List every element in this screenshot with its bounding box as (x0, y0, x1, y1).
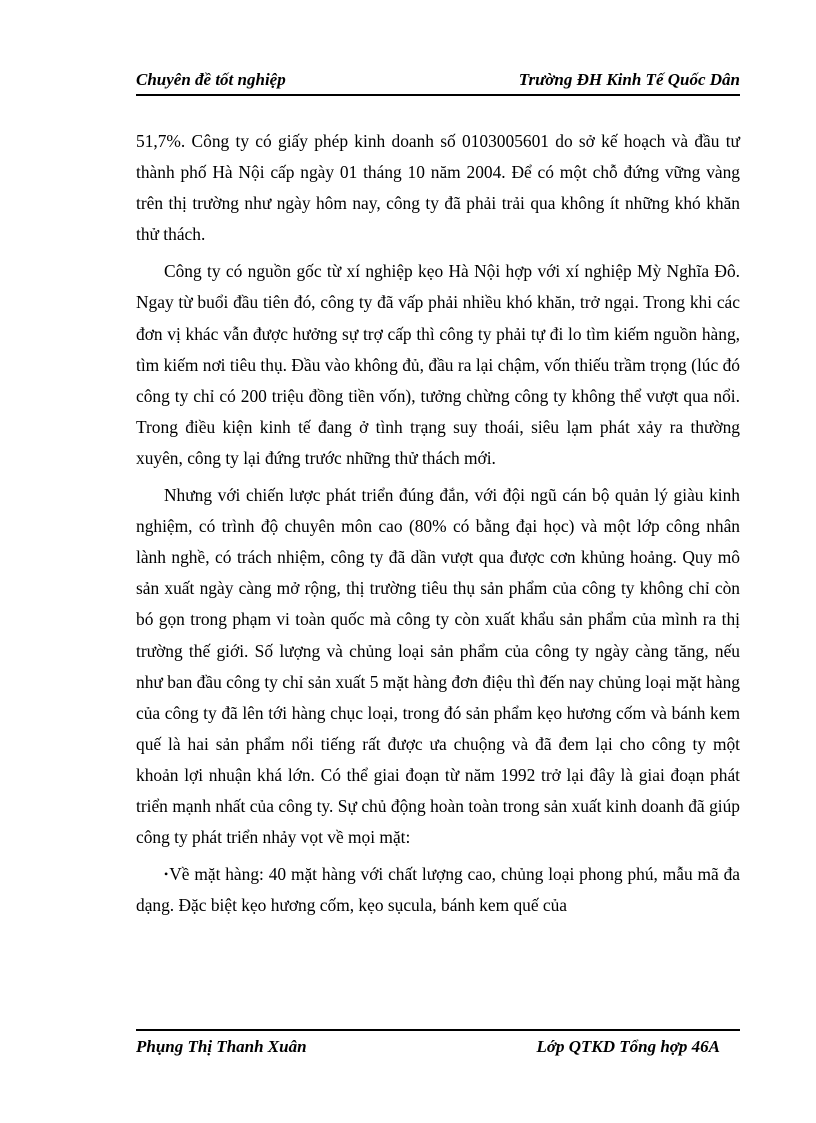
paragraph-1: 51,7%. Công ty có giấy phép kinh doanh số 0103005601 do sở kế hoạch và đầu tư thành phố Hà Nội cấp ngày 01 tháng 10 năm 2004. Để có một chỗ đứng vững vàng trên thị trường như ngày hôm nay, công ty đã phải trải qua không ít những khó khăn thử thách. (136, 131, 740, 245)
header-title-right: Trường ĐH Kinh Tế Quốc Dân (518, 70, 740, 89)
body-text (136, 126, 740, 927)
paragraph-3: Nhưng với chiến lược phát triển đúng đắn, với đội ngũ cán bộ quản lý giàu kinh nghiệm, có trình độ chuyên môn cao (80% có bằng đại học) và một lớp công nhân lành nghề, có trách nhiệm, công ty đã dần vượt qua được cơn khủng hoảng. Quy mô sản xuất ngày càng mở rộng, thị trường tiêu thụ sản phẩm của công ty không chỉ còn bó gọn trong phạm vi toàn quốc mà công ty còn xuất khẩu sản phẩm của mình ra thị trường thế giới. Số lượng và chủng loại sản phẩm của công ty ngày càng tăng, nếu như ban đầu công ty chỉ sản xuất 5 mặt hàng đơn điệu thì đến nay chủng loại mặt hàng của công ty đã lên tới hàng chục loại, trong đó sản phẩm kẹo hương cốm và bánh kem quế là hai sản phẩm nổi tiếng rất được ưa chuộng và đã đem lại cho công ty một khoản lợi nhuận khá lớn. Có thể giai đoạn từ năm 1992 trở lại đây là giai đoạn phát triển mạnh nhất của công ty. Sự chủ động hoàn toàn trong sản xuất kinh doanh đã giúp công ty phát triển nhảy vọt về mọi mặt: (136, 485, 740, 848)
bullet-item-text: Về mặt hàng: 40 mặt hàng với chất lượng cao, chủng loại phong phú, mẫu mã đa dạng. Đặc biệt kẹo hương cốm, kẹo sụcula, bánh kem quế của (136, 864, 740, 916)
footer-class: Lớp QTKD Tổng hợp 46A (536, 1037, 720, 1056)
bullet-item-1 (136, 859, 740, 921)
page-footer (136, 1029, 740, 1061)
header-title-left: Chuyên đề tốt nghiệp (136, 70, 286, 89)
paragraph-2: Công ty có nguồn gốc từ xí nghiệp kẹo Hà Nội hợp với xí nghiệp Mỳ Nghĩa Đô. Ngay từ buổi đầu tiên đó, công ty đã vấp phải nhiều khó khăn, trở ngại. Trong khi các đơn vị khác vẫn được hưởng sự trợ cấp thì công ty phải tự đi lo tìm kiếm nguồn hàng, tìm kiếm nơi tiêu thụ. Đầu vào không đủ, đầu ra lại chậm, vốn thiếu trầm trọng (lúc đó công ty chỉ có 200 triệu đồng tiền vốn), tưởng chừng công ty không thể vượt qua nổi. Trong điều kiện kinh tế đang ở tình trạng suy thoái, siêu lạm phát xảy ra thường xuyên, công ty lại đứng trước những thử thách mới. (136, 261, 740, 468)
bullet-icon: • (164, 867, 169, 882)
footer-author: Phụng Thị Thanh Xuân (136, 1037, 307, 1056)
page-header (136, 68, 740, 96)
